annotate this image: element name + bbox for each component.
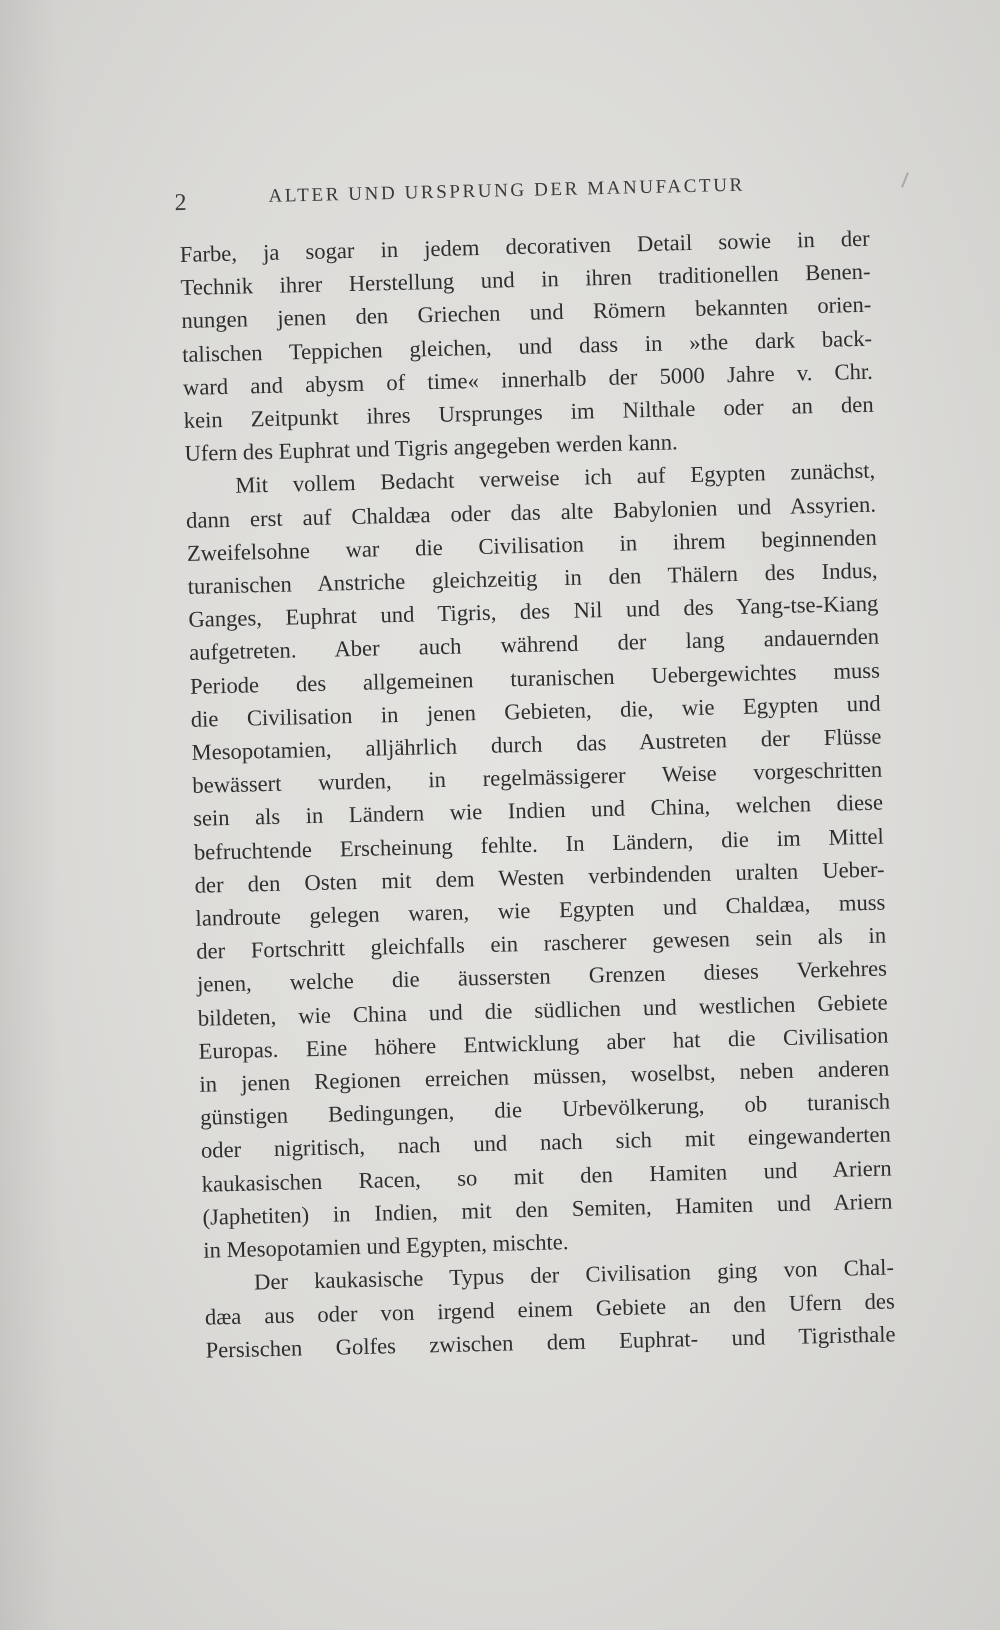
text-line: Periode des allgemeinen turanischen Uebergewichtes muss <box>189 657 881 699</box>
text-line: dann erst auf Chaldæa oder das alte Babylonien und Assyrien. <box>185 491 877 533</box>
paragraph <box>179 222 874 471</box>
text-line: in Mesopotamien und Egypten, mischte. <box>203 1229 569 1263</box>
text-line: kaukasischen Racen, so mit den Hamiten und Ariern <box>201 1155 892 1197</box>
running-title: ALTER UND URSPRUNG DER MANUFACTUR <box>268 174 746 207</box>
text-line: günstigen Bedingungen, die Urbevölkerung, ob turanisch <box>199 1088 891 1131</box>
text-line: jenen, welche die äussersten Grenzen dieses Verkehres <box>196 955 888 998</box>
spine-shadow <box>0 0 60 1630</box>
text-line: Mit vollem Bedacht verweise ich auf Egypten zunächst, <box>235 458 876 499</box>
text-line: aufgetreten. Aber auch während der lang andauernden <box>188 624 880 666</box>
text-line: turanischen Anstriche gleichzeitig in den Thälern des Indus, <box>187 557 878 599</box>
text-line: Farbe, ja sogar in jedem decorativen Detail sowie in der <box>179 225 870 267</box>
text-line: bewässert wurden, in regelmässigerer Weise vorgeschritten <box>192 756 883 799</box>
text-line: dæa aus oder von irgend einem Gebiete an den Ufern des <box>204 1287 895 1330</box>
text-line: oder nigritisch, nach und nach sich mit eingewanderten <box>200 1121 892 1164</box>
text-line: der Fortschritt gleichfalls ein rascherer gewesen sein als in <box>195 922 887 965</box>
stray-pencil-mark <box>901 172 909 188</box>
text-line: Zweifelsohne war die Civilisation in ihrem beginnenden <box>186 524 877 566</box>
text-line: talischen Teppichen gleichen, und dass in »the dark back- <box>181 325 873 367</box>
body-text <box>179 222 895 1367</box>
page-number: 2 <box>174 189 187 217</box>
paragraph <box>204 1251 896 1367</box>
text-line: Der kaukasische Typus der Civilisation ging von Chal- <box>253 1254 895 1295</box>
text-line: landroute gelegen waren, wie Egypten und Chaldæa, muss <box>195 889 886 931</box>
text-line: die Civilisation in jenen Gebieten, die, wie Egypten und <box>190 690 881 732</box>
text-line: Europas. Eine höhere Entwicklung aber hat die Civilisation <box>198 1022 889 1064</box>
running-head <box>174 160 869 217</box>
text-line: Mesopotamien, alljährlich durch das Austreten der Flüsse <box>191 723 882 765</box>
text-line: Ganges, Euphrat und Tigris, des Nil und des Yang-tse-Kiang <box>188 590 879 633</box>
text-line: in jenen Regionen erreichen müssen, woselbst, neben anderen <box>199 1055 890 1097</box>
text-line: Technik ihrer Herstellung und in ihren traditionellen Benen- <box>180 258 871 301</box>
text-line: befruchtende Erscheinung fehlte. In Ländern, die im Mittel <box>193 823 885 865</box>
text-line: kein Zeitpunkt ihres Ursprunges im Nilthale oder an den <box>183 391 874 433</box>
text-line: Ufern des Euphrat und Tigris angegeben werden kann. <box>184 429 678 467</box>
text-line: (Japhetiten) in Indien, mit den Semiten, Hamiten und Ariern <box>202 1188 893 1230</box>
text-line: der den Osten mit dem Westen verbindenden uralten Ueber- <box>194 856 885 898</box>
text-line: bildeten, wie China und die südlichen und westlichen Gebiete <box>197 989 888 1031</box>
text-line: ward and abysm of time« innerhalb der 5000 Jahre v. Chr. <box>182 358 874 400</box>
text-line: sein als in Ländern wie Indien und China, welchen diese <box>192 790 884 832</box>
text-block <box>174 160 896 1367</box>
text-line: nungen jenen den Griechen und Römern bekannten orien- <box>181 292 872 334</box>
paragraph <box>185 454 894 1267</box>
text-line: Persischen Golfes zwischen dem Euphrat- und Tigristhale <box>205 1321 896 1363</box>
